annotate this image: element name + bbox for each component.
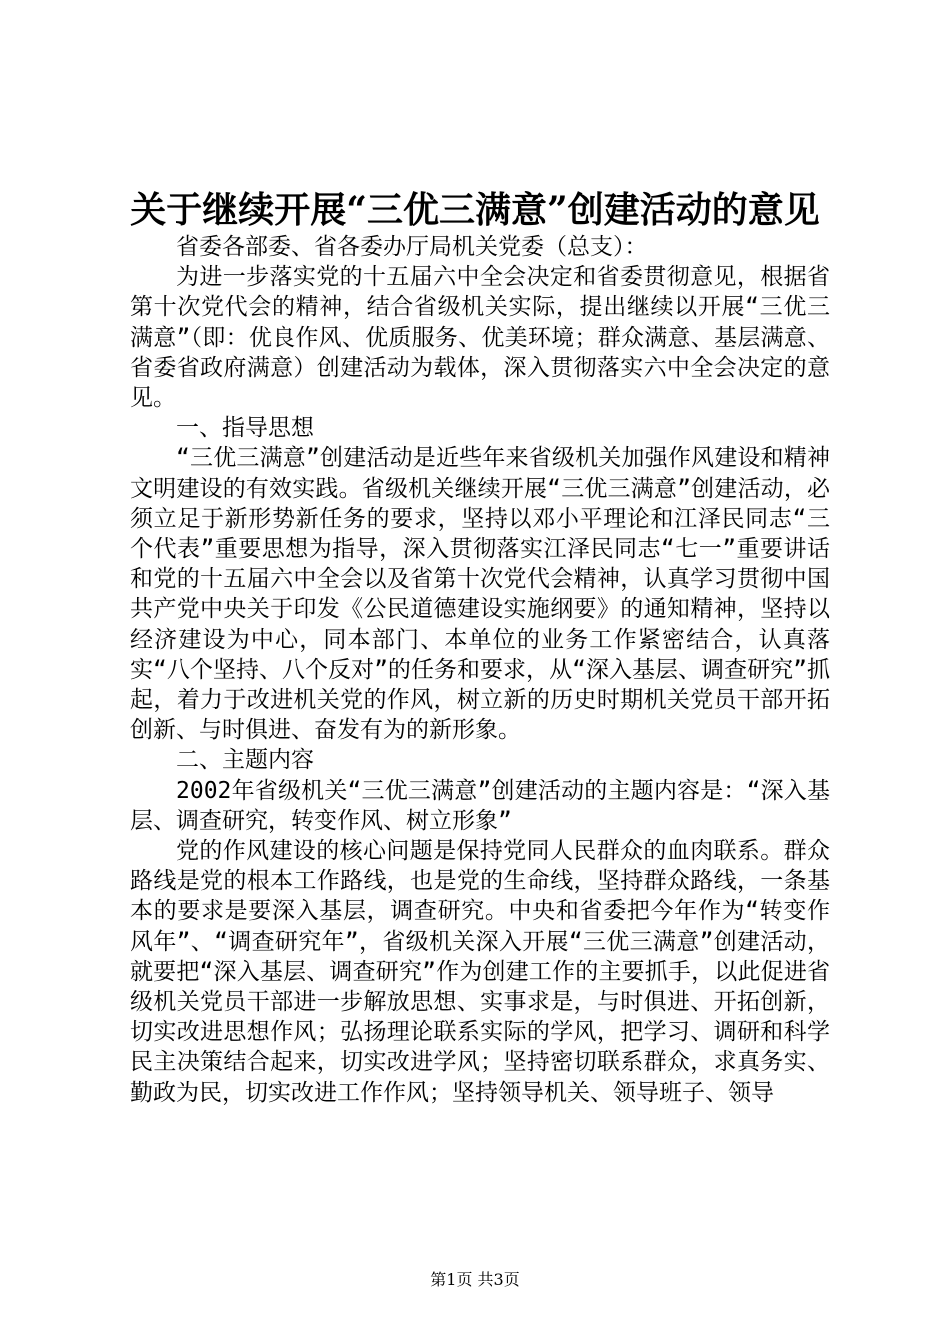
guiding-ideology-paragraph: “三优三满意”创建活动是近些年来省级机关加强作风建设和精神文明建设的有效实践。省级机关继续开展“三优三满意”创建活动，必须立足于新形势新任务的要求，坚持以邓小平理论和江泽民同志“三个代表”重要思想为指导，深入贯彻落实江泽民同志“七一”重要讲话和党的十五届六中全会以及省第十次党代会精神，认真学习贯彻中国共产党中央关于印发《公民道德建设实施纲要》的通知精神，坚持以经济建设为中心，同本部门、本单位的业务工作紧密结合，认真落实“八个坚持、八个反对”的任务和要求，从“深入基层、调查研究”抓起，着力于改进机关党的作风，树立新的历史时期机关党员干部开拓创新、与时俱进、奋发有为的新形象。 — [130, 445, 830, 744]
salutation: 省委各部委、省各委办厅局机关党委（总支）： — [176, 234, 648, 260]
intro-paragraph: 为进一步落实党的十五届六中全会决定和省委贯彻意见，根据省第十次党代会的精神，结合省级机关实际，提出继续以开展“三优三满意”（即：优良作风、优质服务、优美环境；群众满意、基层满意、省委省政府满意）创建活动为载体，深入贯彻落实六中全会决定的意见。 — [130, 264, 830, 412]
document-title: 关于继续开展“三优三满意”创建活动的意见 — [130, 189, 820, 231]
section-heading-theme-content: 二、主题内容 — [176, 747, 314, 774]
document-body — [130, 232, 830, 1108]
section-heading-guiding-ideology: 一、指导思想 — [176, 415, 314, 442]
theme-content-paragraph: 2002年省级机关“三优三满意”创建活动的主题内容是：“深入基层、调查研究，转变作风、树立形象” — [130, 777, 830, 834]
party-style-paragraph: 党的作风建设的核心问题是保持党同人民群众的血肉联系。群众路线是党的根本工作路线，也是党的生命线，坚持群众路线，一条基本的要求是要深入基层，调查研究。中央和省委把今年作为“转变作风年”、“调查研究年”，省级机关深入开展“三优三满意”创建活动，就要把“深入基层、调查研究”作为创建工作的主要抓手，以此促进省级机关党员干部进一步解放思想、实事求是，与时俱进、开拓创新，切实改进思想作风；弘扬理论联系实际的学风，把学习、调研和科学民主决策结合起来，切实改进学风；坚持密切联系群众，求真务实、勤政为民，切实改进工作作风；坚持领导机关、领导班子、领导 — [130, 838, 830, 1106]
page-footer: 第1页 共3页 — [430, 1270, 520, 1289]
